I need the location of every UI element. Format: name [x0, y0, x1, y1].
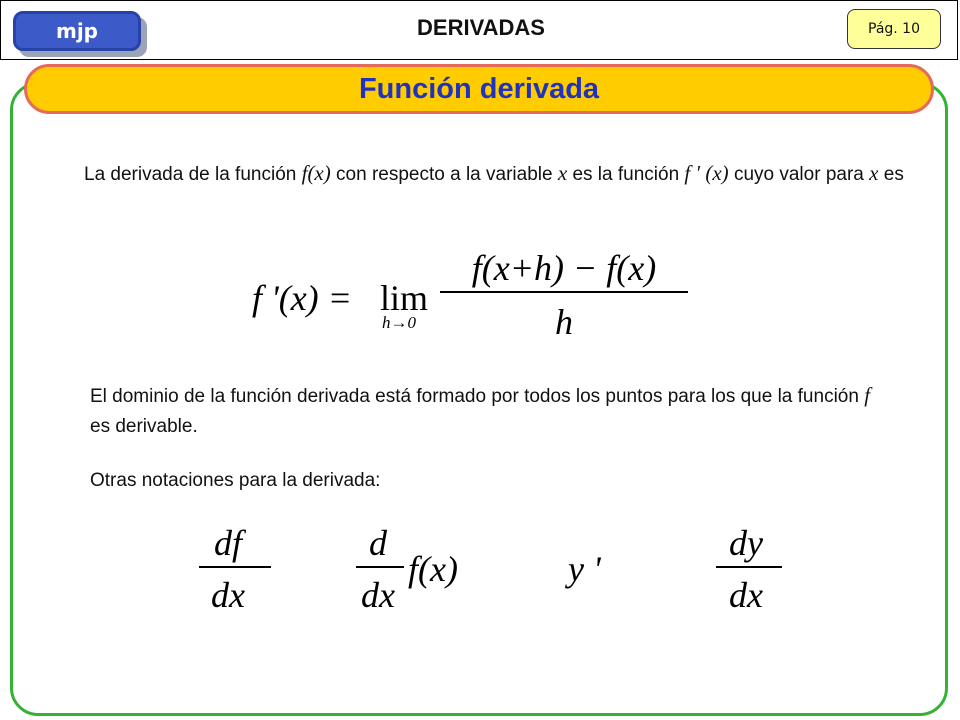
notation-dy-dx-denominator: dx	[729, 575, 763, 615]
notation-y-prime-text: y '	[568, 549, 601, 589]
notation-d-dx-numerator: d	[369, 523, 387, 563]
definition-text-5: es	[878, 164, 904, 185]
formula-lhs: f '(x) =	[252, 278, 352, 318]
math-f: f	[864, 383, 871, 407]
notation-y-prime	[560, 515, 640, 615]
math-f-prime-of-x: f ′ (x)	[684, 161, 729, 185]
domain-text-1: El dominio de la función derivada está formado por todos los puntos para los que la función	[90, 386, 865, 407]
notation-d-dx-denominator: dx	[361, 575, 395, 615]
formula-numerator: f(x+h) − f(x)	[471, 248, 657, 288]
math-var-x-2: x	[869, 161, 879, 185]
definition-text-3: es la función	[567, 164, 685, 185]
notation-df-dx-numerator: df	[213, 523, 243, 563]
formula-lim-subscript: h→0	[382, 313, 416, 332]
page-number-badge: Pág. 10	[847, 9, 941, 49]
notation-dy-dx	[710, 515, 800, 615]
formula-denominator: h	[555, 302, 573, 342]
domain-paragraph	[90, 380, 890, 442]
definition-paragraph	[84, 158, 904, 190]
slide-title: Función derivada	[358, 72, 600, 105]
derivative-formula	[240, 240, 710, 350]
definition-text-1: La derivada de la función	[84, 164, 302, 185]
notation-d-dx-f	[350, 515, 500, 615]
formula-lim: lim	[380, 278, 429, 318]
math-var-x: x	[557, 161, 568, 185]
slide-title-banner	[24, 64, 934, 114]
header-title: DERIVADAS	[417, 15, 545, 40]
other-notations-label: Otras notaciones para la derivada:	[90, 470, 381, 491]
math-f-of-x: f(x)	[301, 161, 331, 185]
notation-df-dx	[195, 515, 285, 615]
logo-text: mjp	[55, 19, 98, 43]
definition-text-2: con respecto a la variable	[330, 164, 558, 185]
notation-df-dx-denominator: dx	[211, 575, 245, 615]
notation-d-dx-function: f(x)	[408, 549, 458, 589]
notation-dy-dx-numerator: dy	[729, 523, 763, 563]
domain-text-2: es derivable.	[90, 416, 198, 437]
header-bar	[0, 0, 958, 60]
definition-text-4: cuyo valor para	[728, 164, 870, 185]
